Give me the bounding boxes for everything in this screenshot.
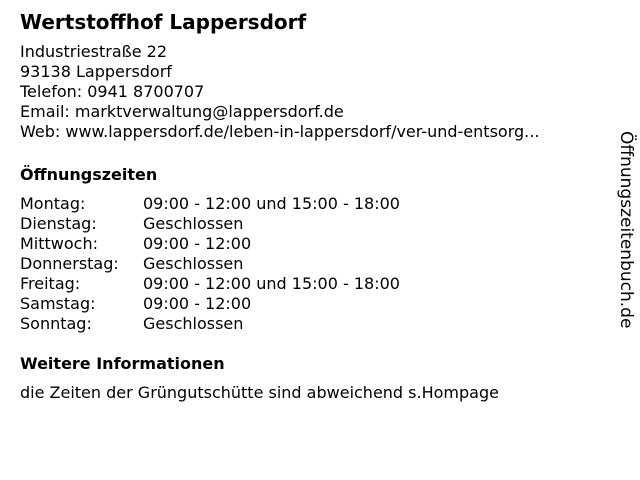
hours-row-friday (20, 274, 400, 294)
email-address: Email: marktverwaltung@lappersdorf.de (20, 102, 344, 121)
day-label: Freitag: (20, 274, 81, 293)
time-value: 09:00 - 12:00 und 15:00 - 18:00 (143, 194, 400, 213)
page-title: Wertstoffhof Lappersdorf (20, 10, 307, 34)
street-address: Industriestraße 22 (20, 42, 167, 61)
hours-row-wednesday (20, 234, 400, 254)
time-value: 09:00 - 12:00 (143, 234, 252, 253)
more-info-heading: Weitere Informationen (20, 354, 225, 373)
day-label: Donnerstag: (20, 254, 119, 273)
day-label: Sonntag: (20, 314, 92, 333)
city-address: 93138 Lappersdorf (20, 62, 172, 81)
time-value: Geschlossen (143, 214, 244, 233)
website-link: Web: www.lappersdorf.de/leben-in-lappersdorf/ver-und-entsorg... (20, 122, 540, 141)
site-watermark: Öffnungszeitenbuch.de (616, 131, 636, 329)
hours-row-tuesday (20, 214, 400, 234)
day-label: Samstag: (20, 294, 96, 313)
hours-row-monday (20, 194, 400, 214)
day-label: Mittwoch: (20, 234, 98, 253)
time-value: Geschlossen (143, 254, 244, 273)
more-info-text: die Zeiten der Grüngutschütte sind abweichend s.Hompage (20, 383, 499, 402)
hours-row-sunday (20, 314, 400, 334)
day-label: Montag: (20, 194, 86, 213)
hours-row-thursday (20, 254, 400, 274)
time-value: Geschlossen (143, 314, 244, 333)
day-label: Dienstag: (20, 214, 97, 233)
address-block (20, 42, 600, 142)
opening-hours-heading: Öffnungszeiten (20, 165, 158, 184)
phone-number: Telefon: 0941 8700707 (20, 82, 205, 101)
time-value: 09:00 - 12:00 (143, 294, 252, 313)
time-value: 09:00 - 12:00 und 15:00 - 18:00 (143, 274, 400, 293)
hours-row-saturday (20, 294, 400, 314)
opening-hours-table (20, 194, 400, 334)
